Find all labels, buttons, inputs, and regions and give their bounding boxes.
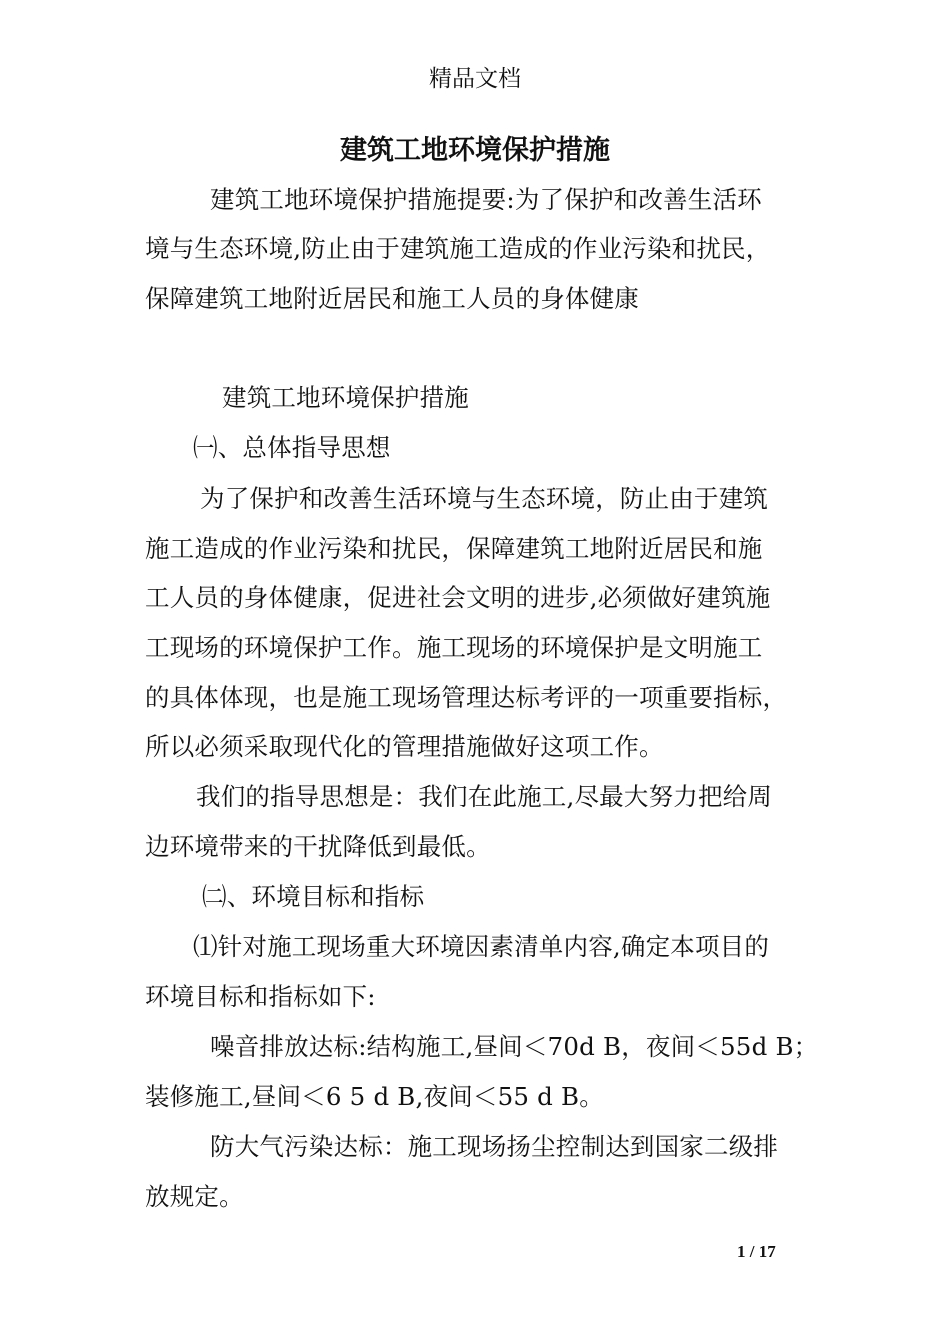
air-standard-line: 放规定。 — [145, 1182, 244, 1211]
noise-standard-line: 装修施工,昼间＜6 5 d B,夜间＜55 d B。 — [145, 1082, 604, 1111]
section2-heading: ㈡、环境目标和指标 — [202, 882, 425, 911]
section1-heading: ㈠、总体指导思想 — [193, 433, 391, 462]
section1-para1-line: 工人员的身体健康，促进社会文明的进步,必须做好建筑施 — [145, 583, 771, 612]
page-number: 1 / 17 — [737, 1242, 776, 1261]
document-title: 建筑工地环境保护措施 — [340, 135, 610, 166]
air-standard-line: 防大气污染达标：施工现场扬尘控制达到国家二级排 — [210, 1132, 779, 1161]
section1-para1-line: 施工造成的作业污染和扰民，保障建筑工地附近居民和施 — [145, 534, 763, 563]
section-subtitle: 建筑工地环境保护措施 — [222, 383, 469, 412]
abstract-line-2: 境与生态环境,防止由于建筑施工造成的作业污染和扰民， — [145, 234, 771, 263]
section2-item1-line: ⑴针对施工现场重大环境因素清单内容,确定本项目的 — [193, 932, 770, 961]
section1-para1-line: 所以必须采取现代化的管理措施做好这项工作。 — [145, 732, 664, 761]
abstract-line-1: 建筑工地环境保护措施提要:为了保护和改善生活环 — [210, 185, 762, 214]
page-header: 精品文档 — [429, 66, 521, 92]
noise-standard-line: 噪音排放达标:结构施工,昼间＜70d B，夜间＜55d B； — [210, 1032, 819, 1061]
section1-para1-line: 工现场的环境保护工作。施工现场的环境保护是文明施工 — [145, 633, 763, 662]
section2-item1-line: 环境目标和指标如下: — [145, 982, 376, 1011]
section1-para1-line: 为了保护和改善生活环境与生态环境，防止由于建筑 — [200, 484, 769, 513]
section1-para2-line: 边环境带来的干扰降低到最低。 — [145, 832, 491, 861]
abstract-line-3: 保障建筑工地附近居民和施工人员的身体健康 — [145, 284, 639, 313]
section1-para2-line: 我们的指导思想是：我们在此施工,尽最大努力把给周 — [196, 782, 773, 811]
section1-para1-line: 的具体体现，也是施工现场管理达标考评的一项重要指标， — [145, 683, 788, 712]
